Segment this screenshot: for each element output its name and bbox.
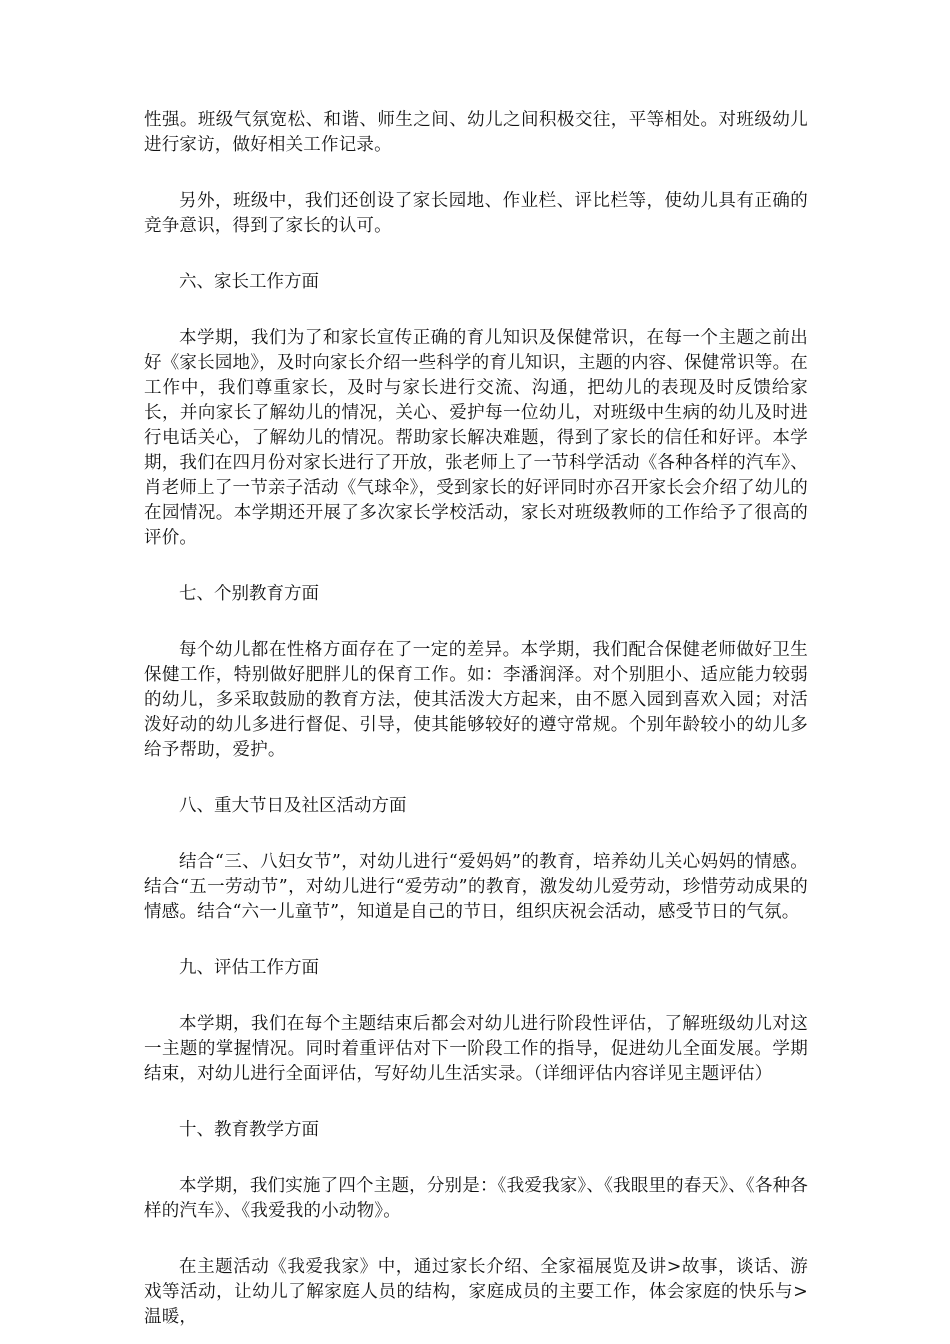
paragraph-continued: 性强。班级气氛宽松、和谐、师生之间、幼儿之间积极交往，平等相处。对班级幼儿进行家访，做好相关工作记录。 [144,110,808,155]
paragraph-parent-corner: 另外，班级中，我们还创设了家长园地、作业栏、评比栏等，使幼儿具有正确的竞争意识，得到了家长的认可。 [144,191,808,236]
paragraph-themes: 本学期，我们实施了四个主题，分别是：《我爱我家》、《我眼里的春天》、《各种各样的汽车》、《我爱我的小动物》。 [144,1176,808,1221]
section-heading-assessment: 九、评估工作方面 [179,958,319,978]
paragraph-theme-family: 在主题活动《我爱我家》中，通过家长介绍、全家福展览及讲>故事，谈话、游戏等活动，让幼儿了解家庭人员的结构，家庭成员的主要工作，体会家庭的快乐与>温暖， [144,1257,808,1327]
section-heading-individual-education: 七、个别教育方面 [179,584,319,604]
paragraph-assessment: 本学期，我们在每个主题结束后都会对幼儿进行阶段性评估，了解班级幼儿对这一主题的掌握情况。同时着重评估对下一阶段工作的指导，促进幼儿全面发展。学期结束，对幼儿进行全面评估，写好幼儿生活实录。（详细评估内容详见主题评估） [144,1014,808,1084]
section-heading-festivals: 八、重大节日及社区活动方面 [179,796,407,816]
paragraph-parent-work: 本学期，我们为了和家长宣传正确的育儿知识及保健常识，在每一个主题之前出好《家长园地》，及时向家长介绍一些科学的育儿知识，主题的内容、保健常识等。在工作中，我们尊重家长，及时与家长进行交流、沟通，把幼儿的表现及时反馈给家长，并向家长了解幼儿的情况，关心、爱护每一位幼儿，对班级中生病的幼儿及时进行电话关心，了解幼儿的情况。帮助家长解决难题，得到了家长的信任和好评。本学期，我们在四月份对家长进行了开放，张老师上了一节科学活动《各种各样的汽车》、肖老师上了一节亲子活动《气球伞》，受到家长的好评同时亦召开家长会介绍了幼儿的在园情况。本学期还开展了多次家长学校活动，家长对班级教师的工作给予了很高的评价。 [144,328,808,548]
section-heading-teaching: 十、教育教学方面 [179,1120,319,1140]
paragraph-individual-education: 每个幼儿都在性格方面存在了一定的差异。本学期，我们配合保健老师做好卫生保健工作，特别做好肥胖儿的保育工作。如：李潘润泽。对个别胆小、适应能力较弱的幼儿，多采取鼓励的教育方法，使其活泼大方起来，由不愿入园到喜欢入园；对活泼好动的幼儿多进行督促、引导，使其能够较好的遵守常规。个别年龄较小的幼儿多给予帮助，爱护。 [144,640,808,760]
paragraph-festivals: 结合“三、八妇女节”，对幼儿进行“爱妈妈”的教育，培养幼儿关心妈妈的情感。结合“五一劳动节”，对幼儿进行“爱劳动”的教育，激发幼儿爱劳动，珍惜劳动成果的情感。结合“六一儿童节”，知道是自己的节日，组织庆祝会活动，感受节日的气氛。 [144,852,808,922]
section-heading-parent-work: 六、家长工作方面 [179,272,319,292]
